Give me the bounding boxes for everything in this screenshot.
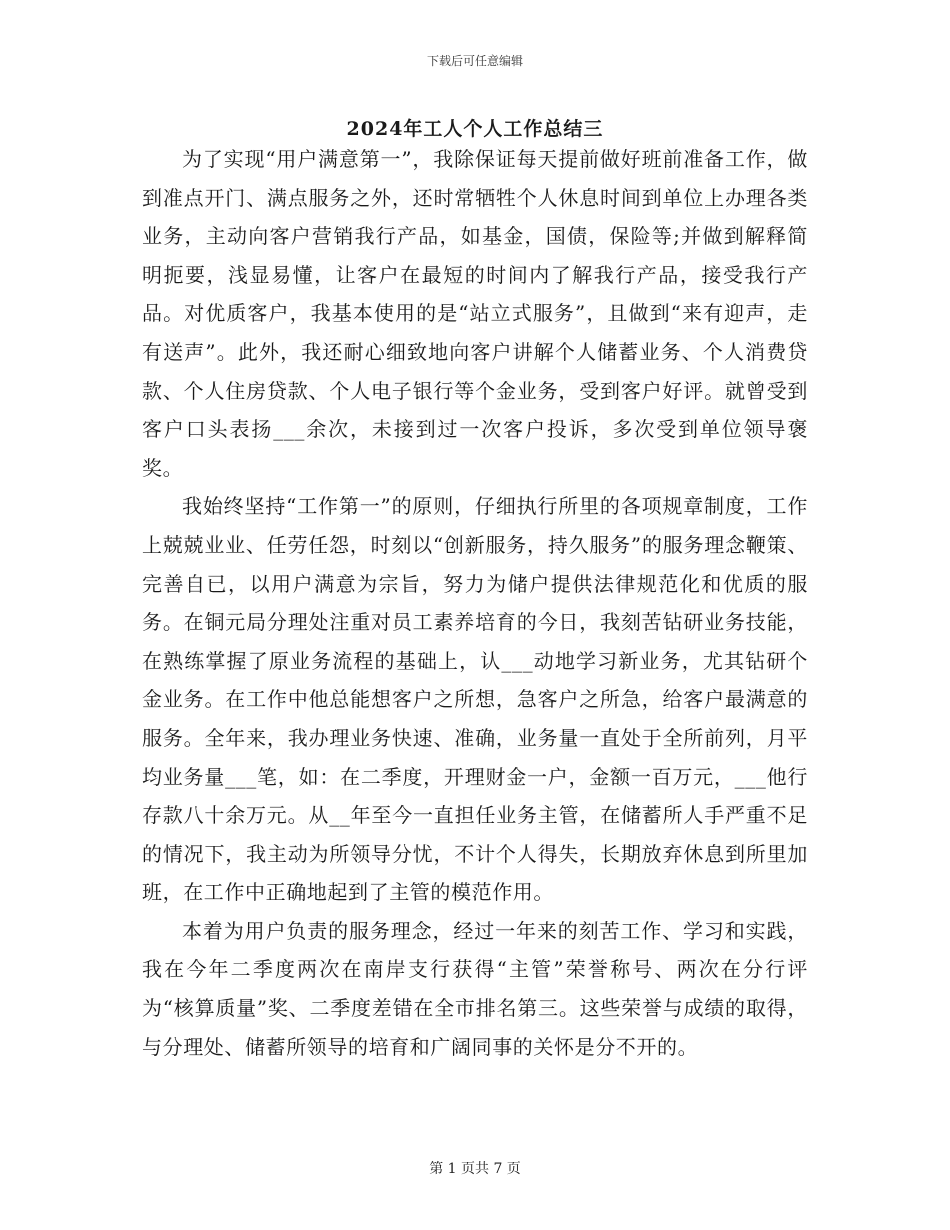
body-paragraph-2: 我始终坚持“工作第一”的原则，仔细执行所里的各项规章制度，工作上兢兢业业、任劳任怨，时刻以“创新服务，持久服务”的服务理念鞭策、完善自已，以用户满意为宗旨，努力为储户提供法律规范化和优质的服务。在铜元局分理处注重对员工素养培育的今日，我刻苦钻研业务技能，在熟练掌握了原业务流程的基础上，认___动地学习新业务，尤其钻研个金业务。在工作中他总能想客户之所想，急客户之所急，给客户最满意的服务。全年来，我办理业务快速、准确，业务量一直处于全所前列，月平均业务量___笔，如：在二季度，开理财金一户，金额一百万元，___他行存款八十余万元。从__年至今一直担任业务主管，在储蓄所人手严重不足的情况下，我主动为所领导分忧，不计个人得失，长期放弃休息到所里加班，在工作中正确地起到了主管的模范作用。 [142,494,808,905]
document-body [142,140,808,1066]
body-paragraph-1: 为了实现“用户满意第一”，我除保证每天提前做好班前准备工作，做到准点开门、满点服务之外，还时常牺牲个人休息时间到单位上办理各类业务，主动向客户营销我行产品，如基金，国债，保险等;并做到解释简明扼要，浅显易懂，让客户在最短的时间内了解我行产品，接受我行产品。对优质客户，我基本使用的是“站立式服务”，且做到“来有迎声，走有送声”。此外，我还耐心细致地向客户讲解个人储蓄业务、个人消费贷款、个人住房贷款、个人电子银行等个金业务，受到客户好评。就曾受到客户口头表扬___余次，未接到过一次客户投诉，多次受到单位领导褒奖。 [142,147,808,480]
body-paragraph-3: 本着为用户负责的服务理念，经过一年来的刻苦工作、学习和实践，我在今年二季度两次在南岸支行获得“主管”荣誉称号、两次在分行评为“核算质量”奖、二季度差错在全市排名第三。这些荣誉与成绩的取得，与分理处、储蓄所领导的培育和广阔同事的关怀是分不开的。 [142,918,808,1059]
document-title: 2024年工人个人工作总结三 [346,118,604,140]
page-number-footer: 第 1 页共 7 页 [429,1161,521,1177]
page-header-note: 下载后可任意编辑 [426,54,523,68]
